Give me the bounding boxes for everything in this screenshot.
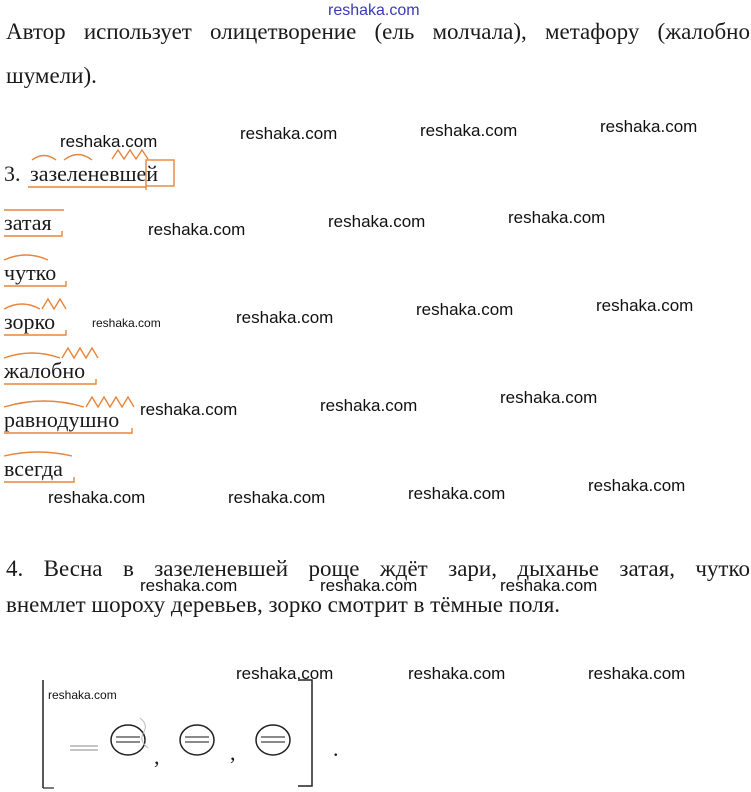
intro-line-1: Автор использует олицетворение (ель молчала), метафору (жалобно xyxy=(6,19,750,44)
watermark: reshaka.com xyxy=(416,300,514,319)
watermark: reshaka.com xyxy=(588,664,686,683)
watermark: reshaka.com xyxy=(148,220,246,239)
task4-sentence-start: Весна в зазеленевшей роще ждёт зари, дыханье затая, чутко xyxy=(43,556,750,581)
watermark: reshaka.com xyxy=(596,296,694,315)
watermark: reshaka.com xyxy=(588,476,686,495)
intro-line-2: шумели). xyxy=(6,63,97,88)
watermark: reshaka.com xyxy=(140,400,238,419)
watermark: reshaka.com xyxy=(240,124,338,143)
word-zorko xyxy=(4,311,55,333)
task4-number: 4. xyxy=(6,556,24,581)
word-zhalobno xyxy=(4,360,85,382)
word-text: жалобно xyxy=(4,358,86,383)
watermark: reshaka.com xyxy=(408,664,506,683)
watermark: reshaka.com xyxy=(236,664,334,683)
word-zataya xyxy=(4,212,52,234)
word-chutko xyxy=(4,262,56,284)
task3-number: 3. xyxy=(4,161,21,186)
word-text: всегда xyxy=(4,456,63,481)
word-vsegda xyxy=(4,458,63,480)
watermark: reshaka.com xyxy=(408,484,506,503)
morpheme-marks xyxy=(4,360,104,390)
watermark: reshaka.com xyxy=(600,117,698,136)
watermark-small: reshaka.com xyxy=(48,688,117,702)
word-text: равнодушно xyxy=(4,407,120,432)
watermark: reshaka.com xyxy=(236,308,334,327)
word-text: чутко xyxy=(4,260,57,285)
word-text: зорко xyxy=(4,309,56,334)
morpheme-marks xyxy=(4,311,74,341)
watermark: reshaka.com xyxy=(420,121,518,140)
word-zazelenevshey xyxy=(30,163,158,185)
watermark: reshaka.com xyxy=(500,388,598,407)
watermark: reshaka.com xyxy=(48,488,146,507)
morpheme-marks xyxy=(4,458,84,488)
scheme-comma: , xyxy=(154,744,160,769)
morpheme-marks xyxy=(30,163,180,193)
word-ravnodushno xyxy=(4,409,119,431)
watermark: reshaka.com xyxy=(60,132,158,151)
task4-line-2: внемлет шороху деревьев, зорко смотрит в тёмные поля. xyxy=(6,592,561,617)
watermark: reshaka.com xyxy=(508,208,606,227)
watermark: reshaka.com xyxy=(228,488,326,507)
word-text: затая xyxy=(4,210,52,235)
watermark-small: reshaka.com xyxy=(92,316,161,330)
sentence-scheme xyxy=(40,676,320,790)
scheme-period: . xyxy=(333,736,339,761)
watermark: reshaka.com xyxy=(140,576,238,595)
watermark: reshaka.com xyxy=(320,576,418,595)
watermark: reshaka.com xyxy=(500,576,598,595)
morpheme-marks xyxy=(4,212,64,242)
word-text: зазеленевшей xyxy=(30,161,159,186)
watermark-top: reshaka.com xyxy=(328,2,420,19)
morpheme-marks xyxy=(4,262,74,292)
watermark: reshaka.com xyxy=(320,396,418,415)
watermark: reshaka.com xyxy=(328,212,426,231)
scheme-comma: , xyxy=(230,740,236,765)
morpheme-marks xyxy=(4,409,144,439)
